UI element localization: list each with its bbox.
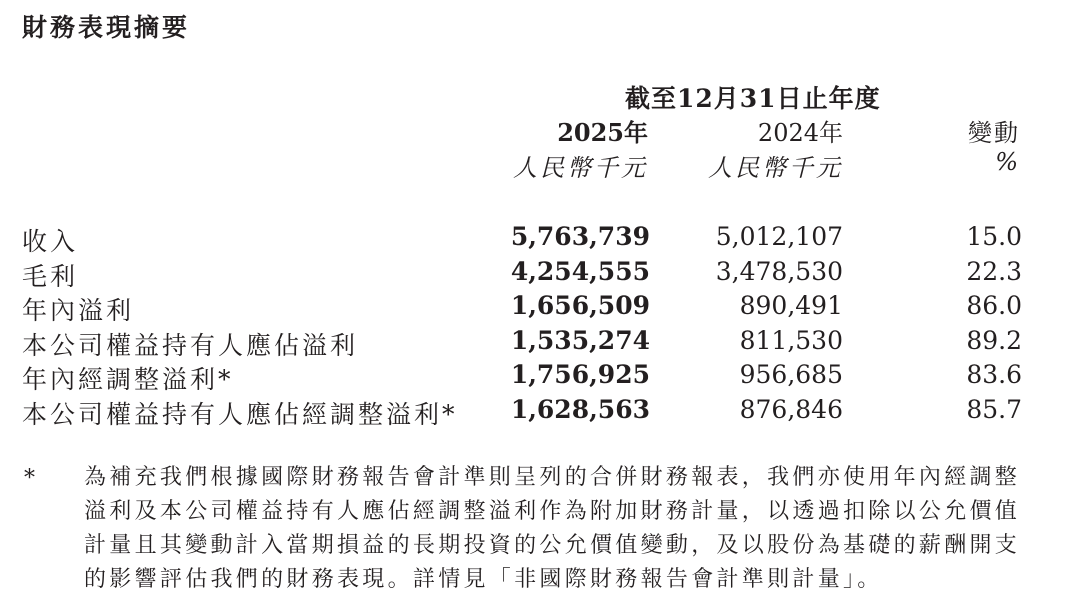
value-2024: 811,530 — [739, 325, 843, 355]
column-header-change: 變動 — [968, 119, 1020, 147]
value-2025: 1,656,509 — [510, 291, 650, 320]
footnote-text: 為補充我們根據國際財務報告會計準則呈列的合併財務報表，我們亦使用年內經調整溢利及本公司權益持有人應佔經調整溢利作為附加財務計量，以透過扣除以公允價值計量且其變動計入當期損益的長期投資的公允價值變動，及以股份為基礎的薪酬開支的影響評估我們的財務表現。詳情見「非國際財務報告會計準則計量」。 — [84, 465, 1021, 592]
value-change: 89.2 — [966, 325, 1022, 355]
row-label: 年內溢利 — [22, 296, 135, 325]
footnote-marker: * — [24, 466, 35, 491]
value-change: 22.3 — [966, 256, 1022, 286]
table-row — [0, 291, 1080, 326]
table-row — [0, 222, 1080, 257]
financial-table — [0, 222, 1080, 429]
value-2025: 1,535,274 — [510, 325, 650, 355]
table-row — [0, 257, 1080, 292]
value-change: 85.7 — [966, 394, 1022, 424]
value-2025: 1,756,925 — [510, 360, 650, 389]
value-2025: 1,628,563 — [510, 394, 650, 424]
row-label: 本公司權益持有人應佔經調整溢利* — [22, 399, 458, 429]
row-label: 毛利 — [22, 261, 79, 291]
value-2024: 956,685 — [739, 360, 843, 389]
value-change: 86.0 — [966, 291, 1022, 320]
table-row — [0, 360, 1080, 395]
value-change: 83.6 — [966, 360, 1022, 389]
column-header-2025: 2025年 — [557, 118, 648, 147]
value-2024: 5,012,107 — [715, 222, 843, 251]
page-title: 財務表現摘要 — [22, 13, 191, 42]
value-2024: 890,491 — [739, 291, 843, 320]
row-label: 收入 — [22, 227, 79, 256]
column-header-2024: 2024年 — [757, 119, 843, 147]
row-label: 年內經調整溢利* — [22, 365, 234, 394]
currency-unit-2025: 人民幣千元 — [513, 154, 648, 182]
value-2024: 876,846 — [739, 394, 843, 424]
value-2025: 4,254,555 — [510, 256, 650, 286]
row-label: 本公司權益持有人應佔溢利 — [22, 330, 359, 360]
value-2024: 3,478,530 — [715, 256, 843, 286]
table-row — [0, 326, 1080, 361]
value-2025: 5,763,739 — [510, 222, 650, 251]
period-header: 截至12月31日止年度 — [625, 84, 881, 113]
currency-unit-2024: 人民幣千元 — [708, 154, 843, 182]
table-row — [0, 395, 1080, 430]
value-change: 15.0 — [966, 222, 1022, 251]
percent-unit: % — [995, 148, 1018, 176]
